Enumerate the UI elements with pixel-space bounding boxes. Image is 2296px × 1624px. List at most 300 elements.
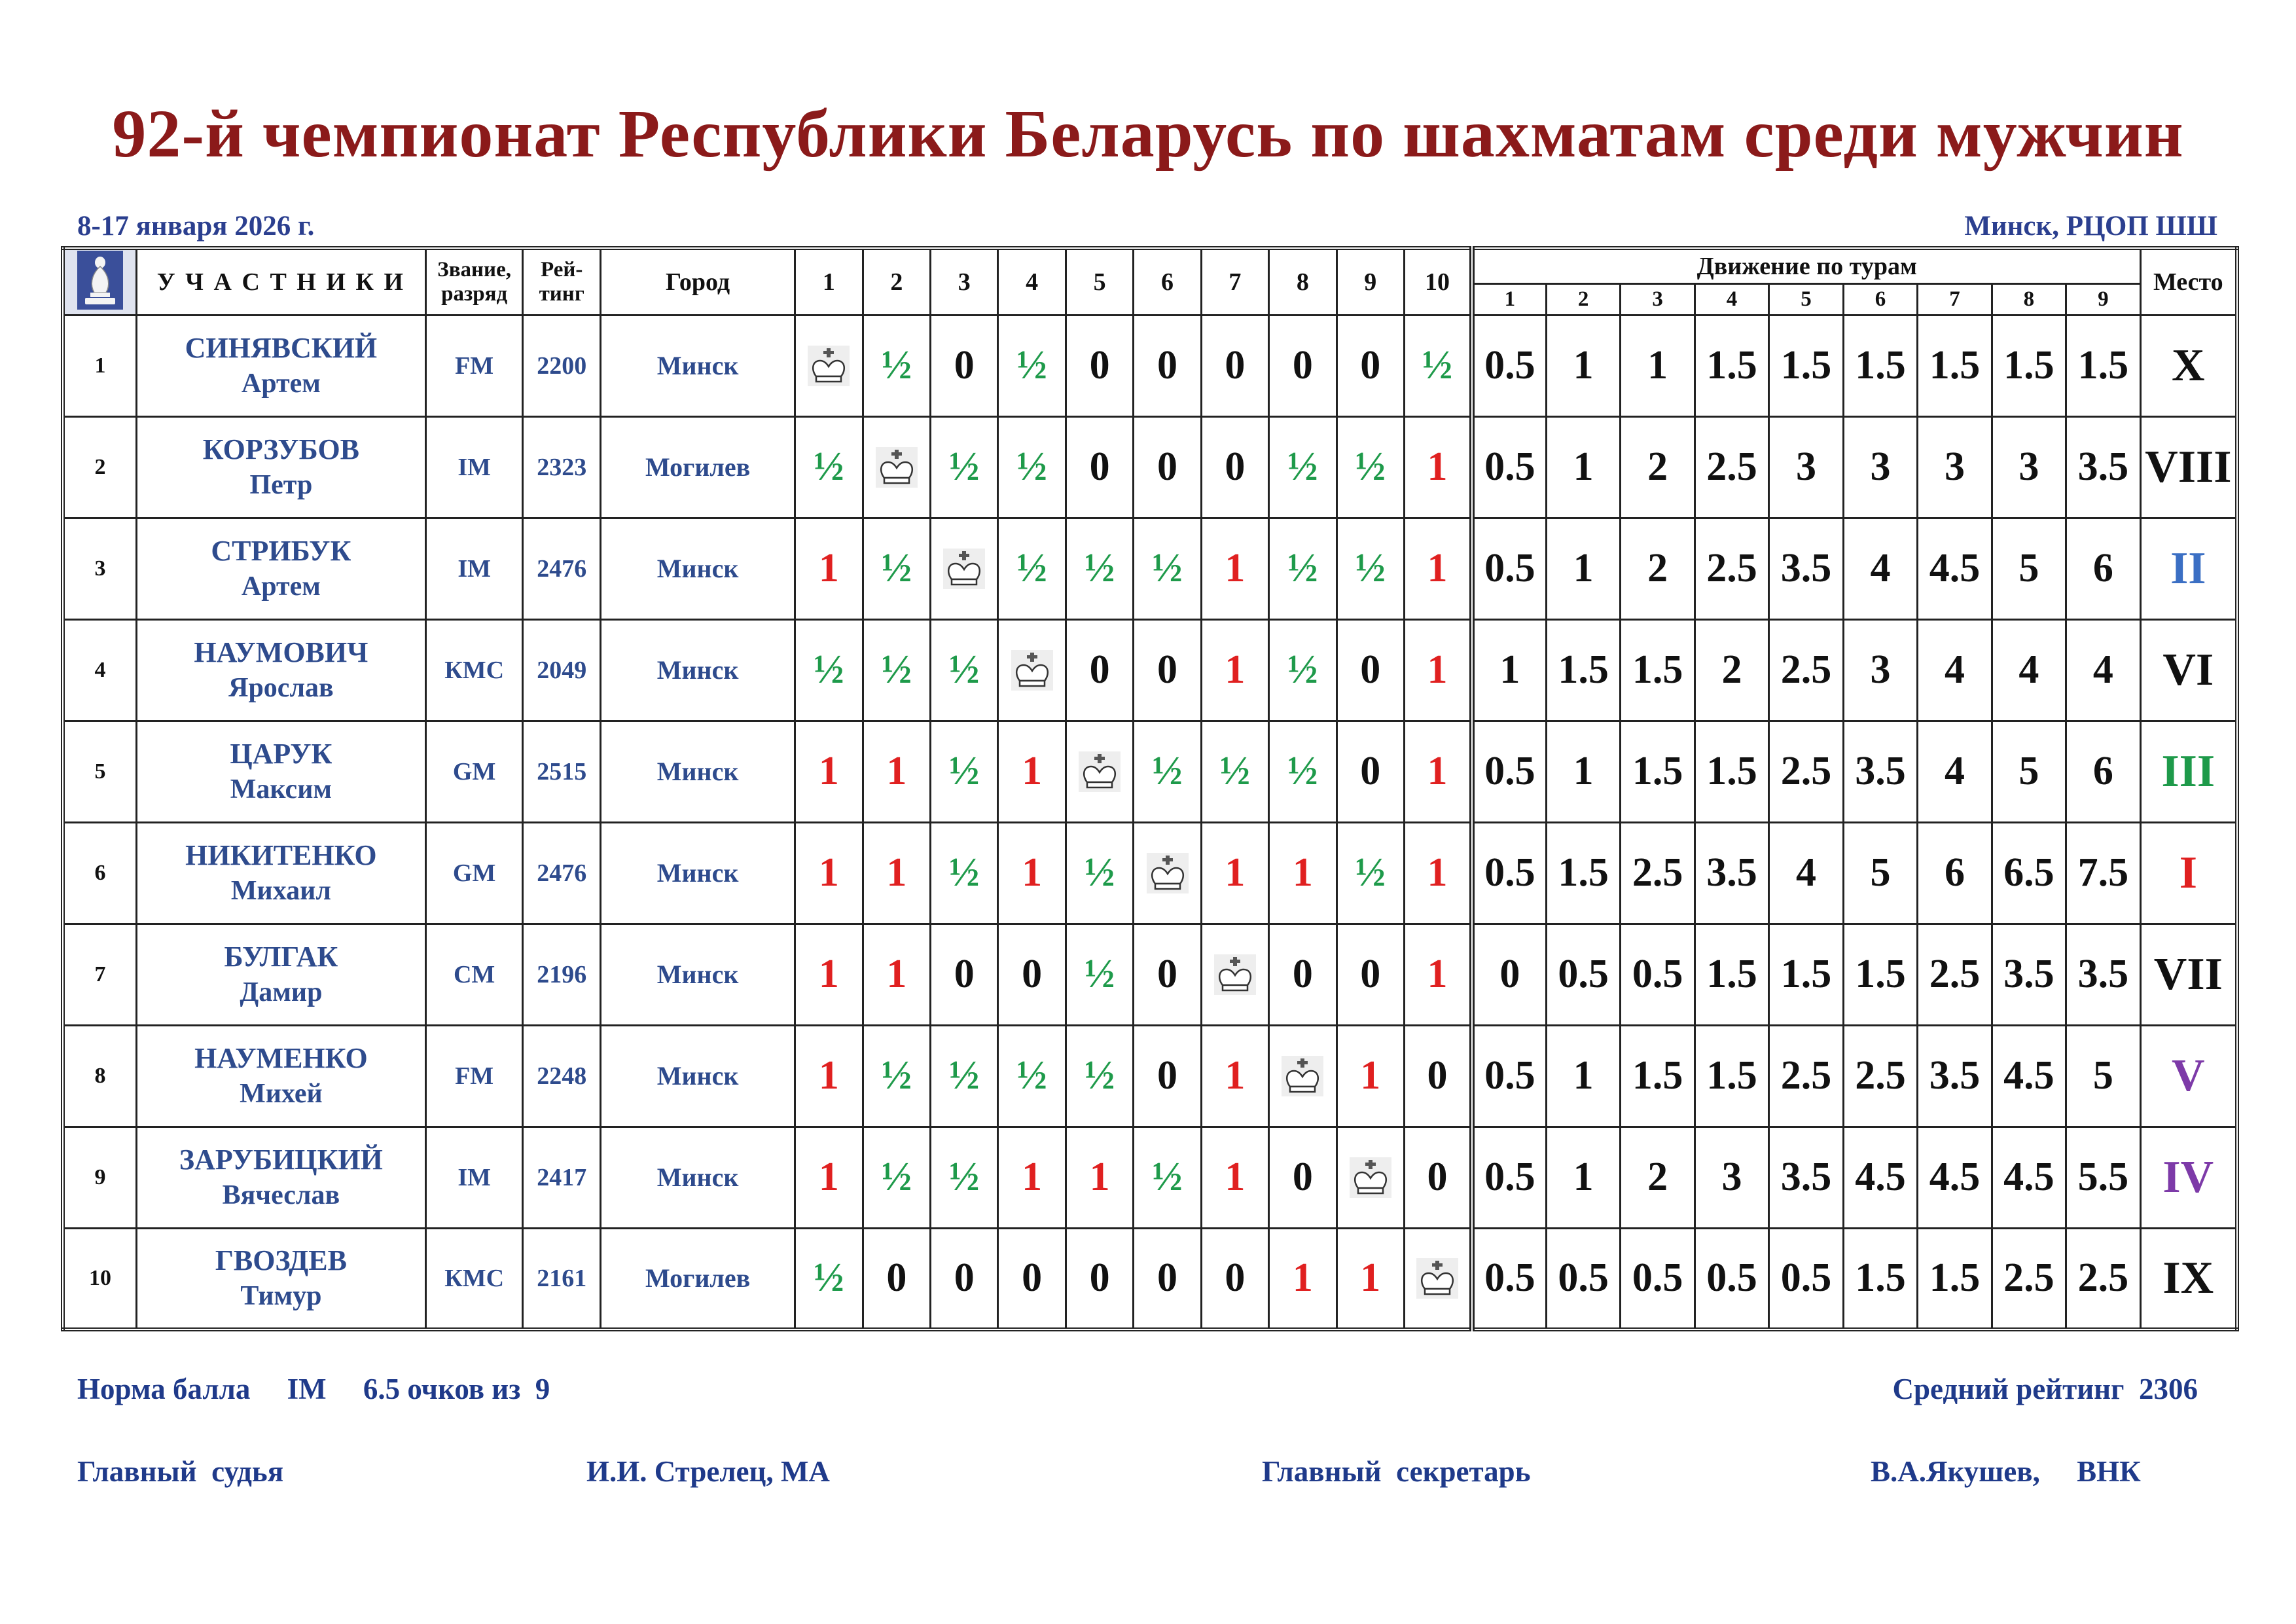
player-title: GM [425,721,523,822]
progress-cell: 1.5 [2066,315,2140,416]
progress-cell: 0.5 [1472,1025,1546,1127]
result-cell: 0 [998,924,1066,1025]
result-cell: ½ [1201,721,1268,822]
progress-cell: 1.5 [1918,315,1992,416]
result-cell: ½ [1066,924,1133,1025]
player-rating: 2248 [523,1025,600,1127]
progress-cell: 0.5 [1472,518,1546,619]
result-cell: 0 [1066,1228,1133,1329]
player-title: FM [425,1025,523,1127]
result-cell: ½ [1269,619,1336,721]
progress-cell: 0.5 [1621,1228,1695,1329]
result-cell: ½ [863,619,930,721]
progress-cell: 0.5 [1546,924,1620,1025]
player-number: 9 [63,1127,136,1228]
chess-king-icon [1078,751,1121,793]
progress-cell: 0.5 [1472,1127,1546,1228]
header-opponent-9: 9 [1336,248,1404,315]
progress-cell: 4 [2066,619,2140,721]
progress-cell: 6 [1918,822,1992,924]
player-name [136,315,425,416]
player-surname: СИНЯВСКИЙ [185,331,378,364]
chess-king-icon [1416,1257,1459,1299]
result-cell: 1 [795,1127,863,1228]
result-cell: ½ [863,315,930,416]
table-row [63,1025,2237,1127]
progress-cell: 4.5 [1992,1025,2066,1127]
result-cell: ½ [931,416,998,518]
player-surname: НАУМЕНКО [194,1041,368,1074]
progress-cell: 2.5 [1918,924,1992,1025]
result-cell: 1 [998,1127,1066,1228]
progress-cell: 1.5 [1695,721,1768,822]
progress-cell: 1.5 [1621,1025,1695,1127]
result-cell: 1 [1066,1127,1133,1228]
result-cell: 0 [1134,619,1201,721]
result-cell: 0 [863,1228,930,1329]
result-cell: 0 [1201,315,1268,416]
result-cell: 1 [1404,822,1471,924]
progress-cell: 2.5 [2066,1228,2140,1329]
diagonal-cell [1269,1025,1336,1127]
result-cell: ½ [1066,1025,1133,1127]
result-cell: ½ [1134,1127,1201,1228]
result-cell: 0 [931,315,998,416]
result-cell: 1 [1336,1228,1404,1329]
progress-cell: 2.5 [1695,518,1768,619]
result-cell: ½ [1336,822,1404,924]
result-cell: 0 [1336,924,1404,1025]
progress-cell: 4 [1769,822,1843,924]
progress-cell: 1.5 [1695,924,1768,1025]
header-round-7: 7 [1918,283,1992,315]
result-cell: 1 [1404,924,1471,1025]
player-given-name: Дамир [240,977,323,1007]
progress-cell: 4.5 [1843,1127,1917,1228]
player-place: II [2140,518,2237,619]
progress-cell: 1.5 [1621,619,1695,721]
progress-cell: 3 [1992,416,2066,518]
header-participants: У Ч А С Т Н И К И [136,248,425,315]
result-cell: ½ [931,822,998,924]
result-cell: ½ [1336,518,1404,619]
result-cell: 1 [1269,1228,1336,1329]
result-cell: ½ [998,518,1066,619]
progress-cell: 1 [1621,315,1695,416]
player-city: Минск [600,721,795,822]
chess-bishop-icon [77,301,123,312]
header-opponent-2: 2 [863,248,930,315]
player-place: III [2140,721,2237,822]
player-name [136,822,425,924]
player-title: IM [425,518,523,619]
player-number: 5 [63,721,136,822]
progress-cell: 2.5 [1843,1025,1917,1127]
progress-cell: 6 [2066,518,2140,619]
progress-cell: 3.5 [1695,822,1768,924]
result-cell: 1 [998,822,1066,924]
progress-cell: 1 [1546,416,1620,518]
table-row [63,1228,2237,1329]
header-round-4: 4 [1695,283,1768,315]
player-rating: 2476 [523,518,600,619]
progress-cell: 1.5 [1769,924,1843,1025]
result-cell: 1 [1404,416,1471,518]
player-rating: 2476 [523,822,600,924]
result-cell: 1 [1404,721,1471,822]
progress-cell: 1.5 [1695,315,1768,416]
result-cell: ½ [863,1025,930,1127]
player-number: 1 [63,315,136,416]
result-cell: 1 [863,924,930,1025]
player-title: IM [425,1127,523,1228]
player-number: 2 [63,416,136,518]
player-number: 6 [63,822,136,924]
chief-secretary-name: В.А.Якушев, ВНК [1871,1455,2141,1488]
progress-cell: 2 [1621,1127,1695,1228]
result-cell: ½ [931,1025,998,1127]
player-name [136,619,425,721]
result-cell: 1 [795,924,863,1025]
result-cell: 1 [863,822,930,924]
progress-cell: 4.5 [1918,1127,1992,1228]
player-given-name: Максим [230,774,332,804]
player-rating: 2323 [523,416,600,518]
progress-cell: 4.5 [1992,1127,2066,1228]
progress-cell: 0.5 [1472,721,1546,822]
progress-cell: 3.5 [1769,1127,1843,1228]
player-surname: НАУМОВИЧ [194,636,368,668]
player-rating: 2049 [523,619,600,721]
table-row [63,619,2237,721]
player-surname: СТРИБУК [211,534,351,567]
progress-cell: 5 [1992,518,2066,619]
player-place: VIII [2140,416,2237,518]
result-cell: ½ [1066,822,1133,924]
result-cell: 1 [795,822,863,924]
chess-king-icon [1349,1157,1392,1199]
header-city: Город [600,248,795,315]
player-given-name: Ярослав [228,672,334,703]
result-cell: 0 [1404,1127,1471,1228]
player-number: 4 [63,619,136,721]
progress-cell: 2.5 [1769,721,1843,822]
result-cell: 1 [1201,619,1268,721]
player-name [136,1228,425,1329]
player-surname: КОРЗУБОВ [202,433,360,465]
result-cell: 0 [1066,315,1133,416]
chess-king-icon [807,345,850,387]
logo-cell [63,248,136,315]
progress-cell: 0.5 [1621,924,1695,1025]
player-name [136,518,425,619]
header-title: Звание, разряд [425,248,523,315]
progress-cell: 2 [1621,416,1695,518]
chief-judge-label: Главный судья [77,1455,284,1488]
player-given-name: Вячеслав [222,1180,340,1210]
result-cell: 0 [931,924,998,1025]
result-cell: 1 [795,1025,863,1127]
player-city: Минск [600,822,795,924]
diagonal-cell [863,416,930,518]
table-row [63,518,2237,619]
table-row [63,315,2237,416]
progress-cell: 2 [1621,518,1695,619]
header-opponent-1: 1 [795,248,863,315]
player-title: КМС [425,1228,523,1329]
player-rating: 2161 [523,1228,600,1329]
player-given-name: Тимур [240,1280,322,1311]
progress-cell: 6 [2066,721,2140,822]
progress-cell: 2.5 [1695,416,1768,518]
table-row [63,822,2237,924]
result-cell: 0 [1336,721,1404,822]
diagonal-cell [795,315,863,416]
player-given-name: Артем [241,368,321,399]
tournament-venue: Минск, РЦОП ШШ [1964,211,2217,242]
progress-cell: 3 [1843,416,1917,518]
result-cell: 0 [1269,315,1336,416]
progress-cell: 1.5 [1843,1228,1917,1329]
player-city: Минск [600,924,795,1025]
chess-king-icon [875,446,918,488]
player-given-name: Михей [240,1078,323,1109]
progress-cell: 3.5 [1992,924,2066,1025]
progress-cell: 0.5 [1695,1228,1768,1329]
player-rating: 2515 [523,721,600,822]
progress-cell: 1.5 [1992,315,2066,416]
result-cell: ½ [1404,315,1471,416]
progress-cell: 1.5 [1695,1025,1768,1127]
progress-cell: 4 [1992,619,2066,721]
header-rating: Рей- тинг [523,248,600,315]
player-name [136,924,425,1025]
header-round-5: 5 [1769,283,1843,315]
player-city: Минск [600,1127,795,1228]
progress-cell: 4.5 [1918,518,1992,619]
player-given-name: Артем [241,571,321,602]
progress-cell: 3 [1769,416,1843,518]
result-cell: ½ [1269,721,1336,822]
player-surname: ГВОЗДЕВ [215,1244,347,1276]
progress-cell: 1.5 [1546,822,1620,924]
player-name [136,1025,425,1127]
result-cell: ½ [795,1228,863,1329]
result-cell: ½ [931,1127,998,1228]
progress-cell: 3.5 [1918,1025,1992,1127]
page-title: 92-й чемпионат Республики Беларусь по шахматам среди мужчин [112,96,2184,171]
chess-king-icon [942,548,986,590]
progress-cell: 1.5 [1843,924,1917,1025]
player-number: 3 [63,518,136,619]
player-number: 7 [63,924,136,1025]
header-opponent-4: 4 [998,248,1066,315]
result-cell: 0 [1404,1025,1471,1127]
chief-judge-name: И.И. Стрелец, МА [586,1455,830,1488]
player-surname: БУЛГАК [224,940,338,973]
progress-cell: 3.5 [2066,924,2140,1025]
crosstable [61,246,2239,1331]
result-cell: 0 [1201,1228,1268,1329]
table-row [63,721,2237,822]
result-cell: 1 [795,721,863,822]
norm-note: Норма балла IM 6.5 очков из 9 [77,1373,550,1405]
progress-cell: 3 [1695,1127,1768,1228]
progress-cell: 1 [1546,518,1620,619]
player-city: Минск [600,518,795,619]
progress-cell: 1.5 [1769,315,1843,416]
chess-king-icon [1281,1055,1324,1097]
progress-cell: 0.5 [1472,315,1546,416]
result-cell: 1 [1336,1025,1404,1127]
progress-cell: 1 [1472,619,1546,721]
result-cell: ½ [795,416,863,518]
player-name [136,416,425,518]
result-cell: ½ [998,416,1066,518]
player-title: IM [425,416,523,518]
header-opponent-10: 10 [1404,248,1471,315]
diagonal-cell [998,619,1066,721]
header-opponent-6: 6 [1134,248,1201,315]
result-cell: ½ [931,721,998,822]
result-cell: 1 [1404,518,1471,619]
result-cell: 1 [1201,1127,1268,1228]
player-name [136,1127,425,1228]
diagonal-cell [1201,924,1268,1025]
header-opponent-5: 5 [1066,248,1133,315]
progress-cell: 0 [1472,924,1546,1025]
diagonal-cell [1134,822,1201,924]
progress-cell: 5.5 [2066,1127,2140,1228]
progress-cell: 7.5 [2066,822,2140,924]
result-cell: 0 [1269,1127,1336,1228]
result-cell: 1 [998,721,1066,822]
player-title: КМС [425,619,523,721]
result-cell: ½ [998,1025,1066,1127]
progress-cell: 5 [1992,721,2066,822]
result-cell: 1 [1201,1025,1268,1127]
player-place: IX [2140,1228,2237,1329]
player-rating: 2196 [523,924,600,1025]
player-surname: ЗАРУБИЦКИЙ [179,1143,383,1176]
result-cell: 0 [1269,924,1336,1025]
result-cell: ½ [863,518,930,619]
progress-cell: 5 [2066,1025,2140,1127]
result-cell: 1 [863,721,930,822]
player-surname: НИКИТЕНКО [185,839,377,871]
progress-cell: 0.5 [1472,1228,1546,1329]
progress-cell: 2 [1695,619,1768,721]
player-place: V [2140,1025,2237,1127]
result-cell: 0 [1134,416,1201,518]
header-opponent-3: 3 [931,248,998,315]
player-place: VI [2140,619,2237,721]
progress-cell: 2.5 [1621,822,1695,924]
player-place: I [2140,822,2237,924]
progress-cell: 1 [1546,721,1620,822]
diagonal-cell [1066,721,1133,822]
diagonal-cell [1336,1127,1404,1228]
result-cell: ½ [931,619,998,721]
progress-cell: 2.5 [1769,1025,1843,1127]
result-cell: ½ [1269,416,1336,518]
progress-cell: 1 [1546,1127,1620,1228]
progress-cell: 3 [1843,619,1917,721]
tournament-dates: 8-17 января 2026 г. [77,211,315,242]
average-rating: Средний рейтинг 2306 [1892,1373,2198,1405]
result-cell: 0 [1134,1025,1201,1127]
progress-cell: 1 [1546,315,1620,416]
player-place: X [2140,315,2237,416]
result-cell: ½ [795,619,863,721]
player-given-name: Петр [249,469,313,500]
player-surname: ЦАРУК [230,737,332,770]
table-row [63,1127,2237,1228]
header-round-6: 6 [1843,283,1917,315]
progress-cell: 3.5 [1843,721,1917,822]
result-cell: ½ [1134,721,1201,822]
header-place: Место [2140,248,2237,315]
header-opponent-8: 8 [1269,248,1336,315]
player-rating: 2200 [523,315,600,416]
chief-secretary-label: Главный секретарь [1262,1455,1531,1488]
result-cell: ½ [1134,518,1201,619]
result-cell: ½ [1269,518,1336,619]
player-title: GM [425,822,523,924]
player-number: 8 [63,1025,136,1127]
result-cell: 0 [1201,416,1268,518]
progress-cell: 1.5 [1918,1228,1992,1329]
player-number: 10 [63,1228,136,1329]
result-cell: ½ [998,315,1066,416]
result-cell: 0 [1336,619,1404,721]
result-cell: 0 [1066,416,1133,518]
progress-cell: 4 [1918,619,1992,721]
player-place: VII [2140,924,2237,1025]
table-row [63,924,2237,1025]
progress-cell: 1 [1546,1025,1620,1127]
chess-king-icon [1011,649,1054,691]
result-cell: 1 [1404,619,1471,721]
progress-cell: 1.5 [1843,315,1917,416]
player-title: FM [425,315,523,416]
player-rating: 2417 [523,1127,600,1228]
player-city: Минск [600,315,795,416]
progress-cell: 3.5 [2066,416,2140,518]
progress-cell: 2.5 [1769,619,1843,721]
header-round-3: 3 [1621,283,1695,315]
player-city: Минск [600,619,795,721]
table-row [63,416,2237,518]
player-given-name: Михаил [230,875,331,906]
player-title: СМ [425,924,523,1025]
progress-cell: 4 [1843,518,1917,619]
progress-cell: 2.5 [1992,1228,2066,1329]
player-city: Минск [600,1025,795,1127]
header-round-9: 9 [2066,283,2140,315]
diagonal-cell [1404,1228,1471,1329]
result-cell: 1 [795,518,863,619]
chess-king-icon [1146,852,1189,894]
header-round-8: 8 [1992,283,2066,315]
header-progress: Движение по турам [1472,248,2140,283]
result-cell: 1 [1201,518,1268,619]
progress-cell: 1.5 [1621,721,1695,822]
player-city: Могилев [600,416,795,518]
result-cell: ½ [1336,416,1404,518]
result-cell: 0 [1066,619,1133,721]
progress-cell: 5 [1843,822,1917,924]
